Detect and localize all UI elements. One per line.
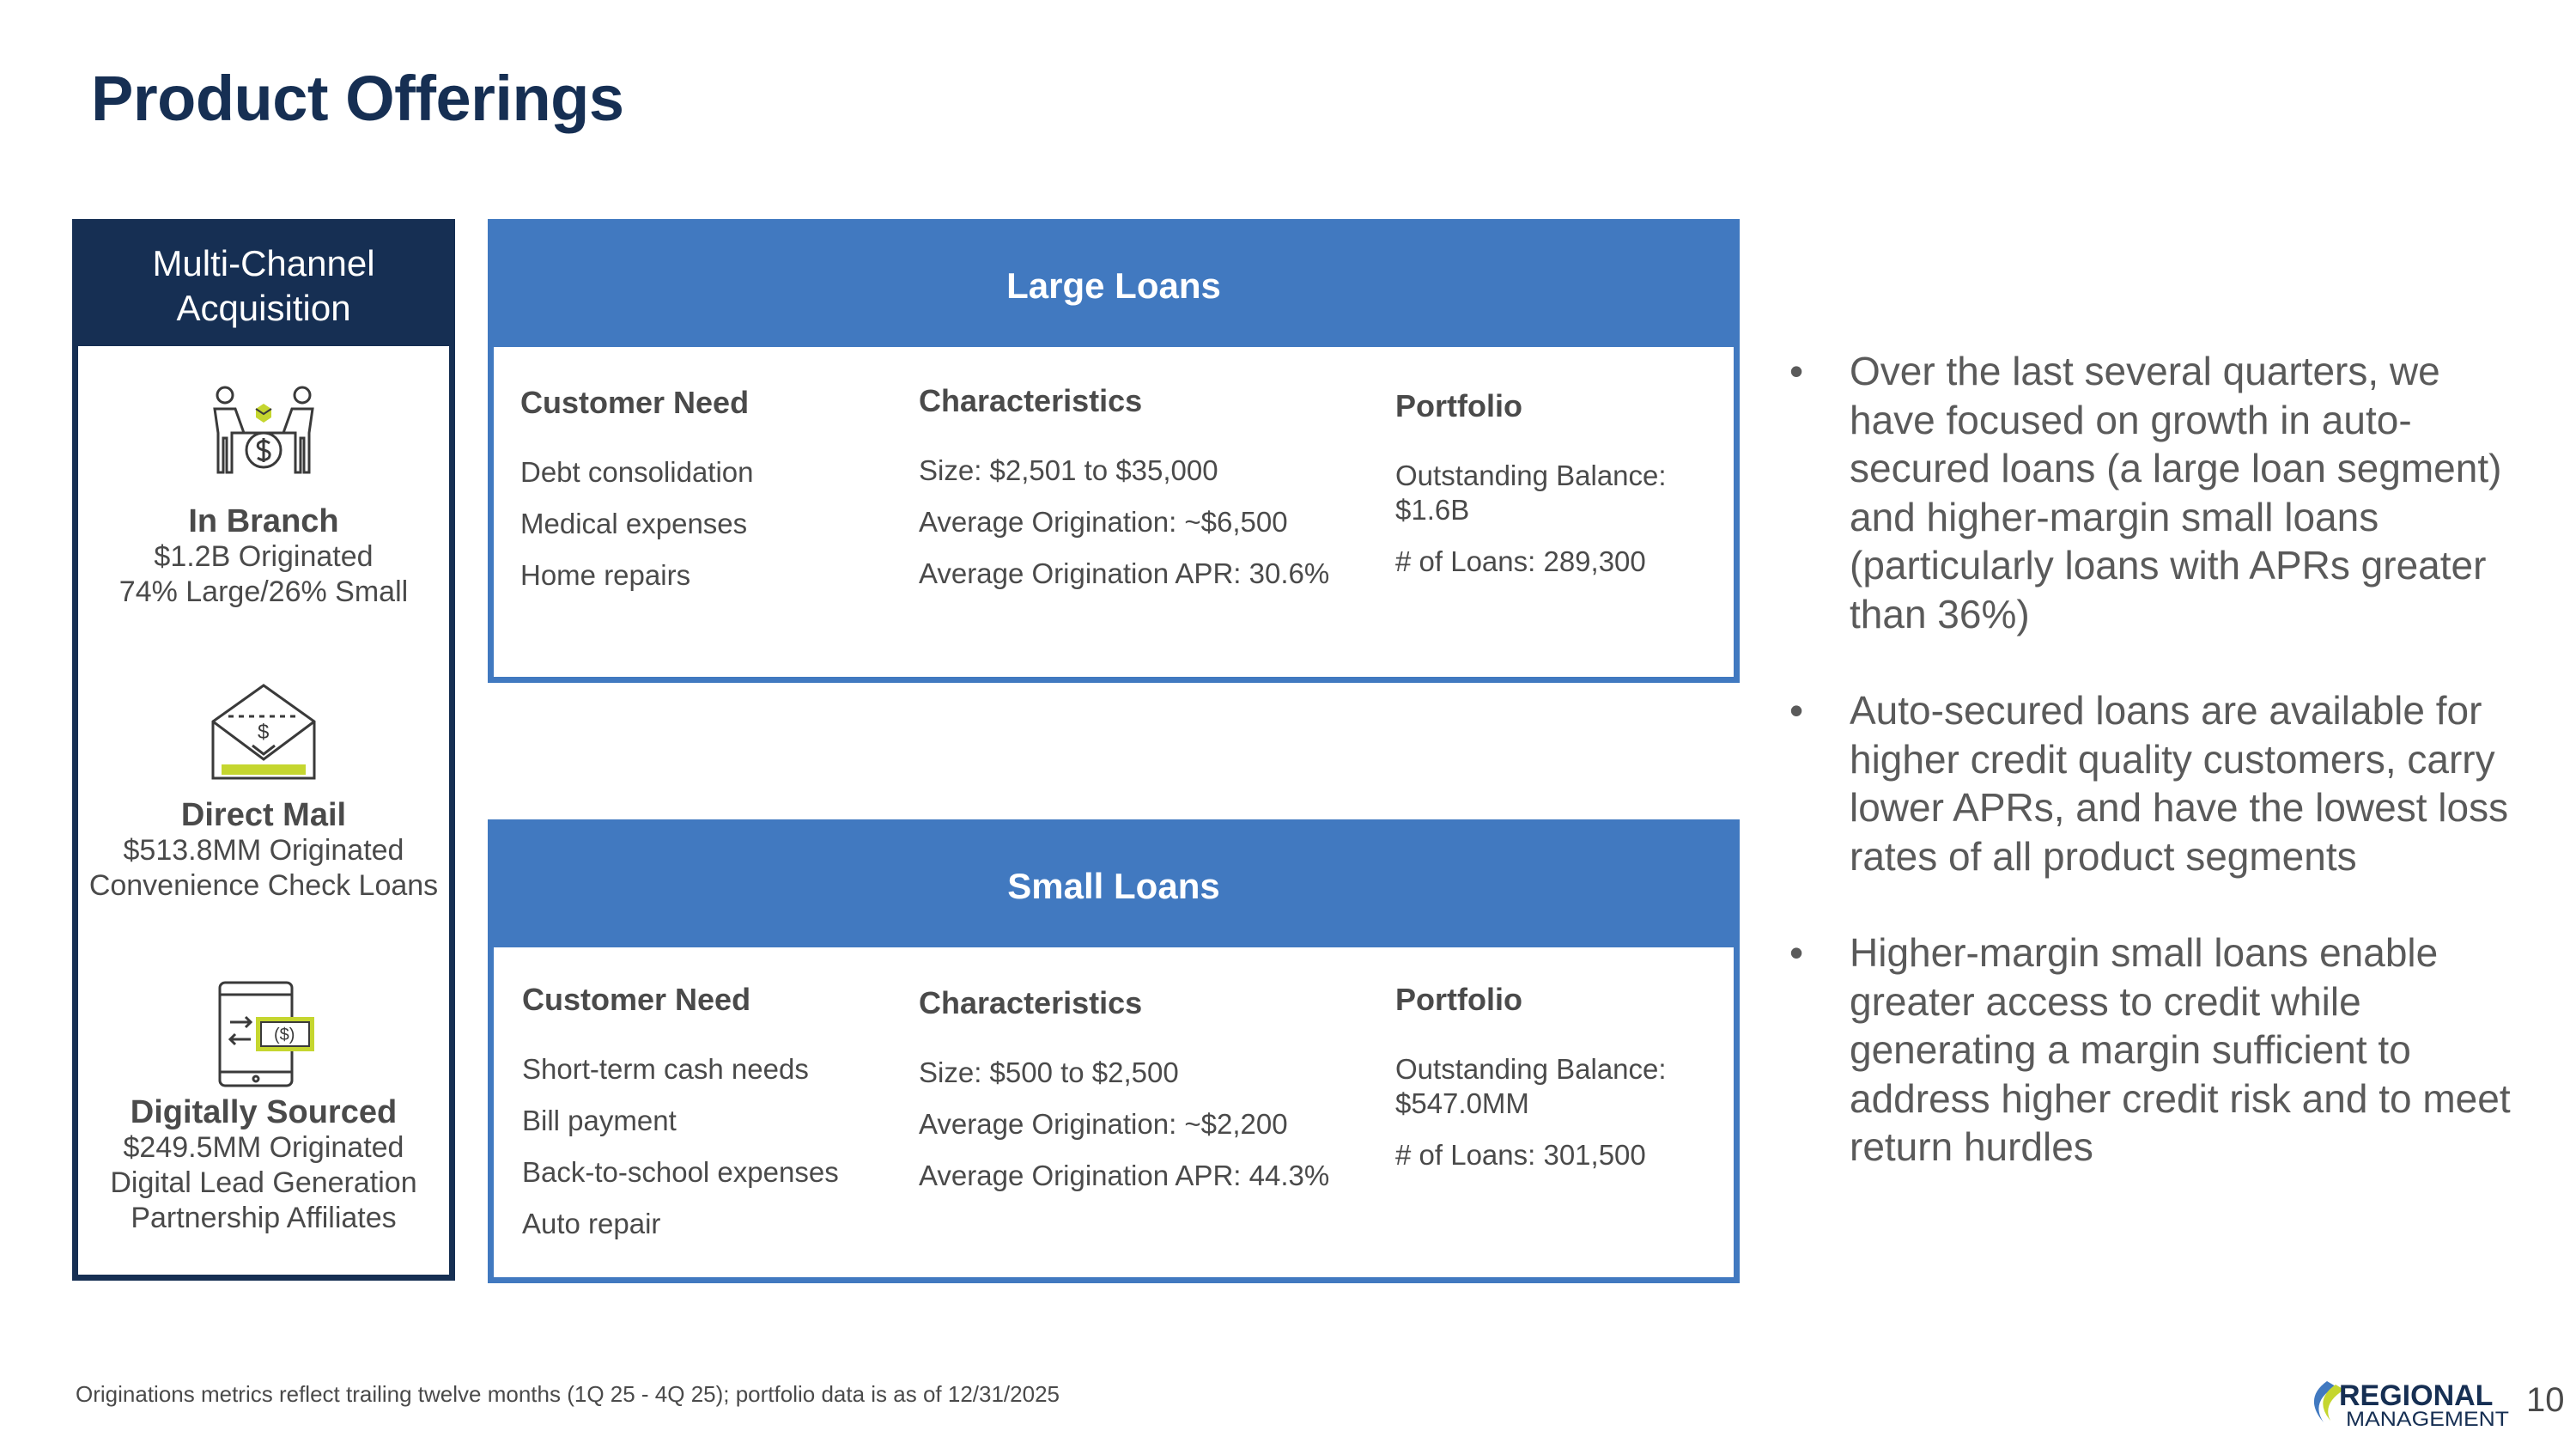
channel-header-line2: Acquisition (176, 287, 351, 328)
svg-text:($): ($) (274, 1026, 295, 1044)
channel-line: $249.5MM Originated (123, 1131, 404, 1164)
handshake-people-icon (208, 381, 319, 493)
list-item: # of Loans: 301,500 (1395, 1139, 1646, 1171)
channel-line: Digital Lead Generation (110, 1166, 417, 1199)
channel-line: 74% Large/26% Small (118, 575, 409, 608)
footnote: Originations metrics reflect trailing twelve months (1Q 25 - 4Q 25); portfolio data is as of 12/31/2025 (76, 1381, 1060, 1407)
channel-in-branch (78, 381, 449, 610)
logo-line2: MANAGEMENT (2346, 1408, 2510, 1431)
column-title: Customer Need (522, 982, 751, 1017)
list-item: Outstanding Balance: $547.0MM (1395, 1053, 1667, 1119)
list-item: Size: $500 to $2,500 (919, 1056, 1179, 1088)
bullet-dot-icon: • (1789, 349, 1804, 393)
column-title: Portfolio (1395, 388, 1522, 423)
bullet-text: Auto-secured loans are available for higher credit quality customers, carry lower APRs, and have the lowest loss rates of all product segments (1850, 688, 2509, 879)
bullet-text: Higher-margin small loans enable greater access to credit while generating a margin sufficient to address higher credit risk and to meet return hurdles (1850, 930, 2511, 1169)
channel-name: Direct Mail (180, 797, 347, 833)
bullet-list (1786, 347, 2533, 1220)
channel-line: $513.8MM Originated (123, 834, 404, 867)
regional-management-logo (2301, 1373, 2516, 1433)
list-item: Medical expenses (520, 508, 748, 539)
list-item: Average Origination APR: 44.3% (919, 1160, 1330, 1191)
small-customer-need-column (522, 982, 891, 1258)
phone-dollar-icon (208, 979, 319, 1089)
list-item: Home repairs (520, 559, 691, 591)
page-number: 10 (2526, 1381, 2565, 1419)
list-item: Average Origination APR: 30.6% (919, 557, 1330, 589)
bullet-item (1786, 347, 2533, 638)
large-customer-need-column (520, 385, 890, 610)
list-item: Auto repair (522, 1208, 661, 1239)
channel-line: $1.2B Originated (154, 540, 374, 573)
large-portfolio-column (1395, 388, 1696, 596)
column-title: Characteristics (919, 383, 1143, 418)
large-loans-header: Large Loans (494, 225, 1734, 347)
channel-direct-mail (78, 680, 449, 904)
small-portfolio-column (1395, 982, 1696, 1190)
channel-digitally-sourced (78, 979, 449, 1236)
list-item: Short-term cash needs (522, 1053, 809, 1085)
channel-name: Digitally Sourced (130, 1094, 398, 1130)
small-loans-box (488, 819, 1740, 1283)
bullet-dot-icon: • (1789, 688, 1804, 733)
page-title: Product Offerings (91, 63, 624, 134)
small-loans-header: Small Loans (494, 825, 1734, 947)
column-title: Customer Need (520, 385, 750, 420)
list-item: Size: $2,501 to $35,000 (919, 454, 1218, 486)
channel-header-line1: Multi-Channel (152, 242, 375, 283)
channel-line: Convenience Check Loans (88, 869, 439, 902)
svg-text:$: $ (258, 721, 270, 744)
bullet-item (1786, 686, 2533, 880)
channel-panel (72, 219, 455, 1281)
logo-line1: REGIONAL (2339, 1379, 2494, 1412)
list-item: Debt consolidation (520, 456, 754, 488)
column-title: Portfolio (1395, 982, 1522, 1017)
list-item: # of Loans: 289,300 (1395, 545, 1646, 577)
list-item: Back-to-school expenses (522, 1156, 839, 1188)
list-item: Bill payment (522, 1105, 677, 1136)
envelope-dollar-icon (208, 680, 319, 787)
bullet-item (1786, 928, 2533, 1172)
large-characteristics-column (919, 383, 1365, 608)
channel-header (78, 225, 449, 346)
list-item: Average Origination: ~$6,500 (919, 506, 1288, 538)
channel-line: Partnership Affiliates (131, 1202, 397, 1234)
large-loans-box (488, 219, 1740, 683)
list-item: Outstanding Balance: $1.6B (1395, 460, 1667, 526)
bullet-dot-icon: • (1789, 930, 1804, 975)
bullet-text: Over the last several quarters, we have focused on growth in auto-secured loans (a large loan segment) and higher-margin small loans (particularly loans with APRs greater than 36%) (1850, 349, 2502, 636)
small-characteristics-column (919, 985, 1365, 1210)
channel-name: In Branch (188, 503, 339, 539)
list-item: Average Origination: ~$2,200 (919, 1108, 1288, 1140)
column-title: Characteristics (919, 985, 1143, 1020)
